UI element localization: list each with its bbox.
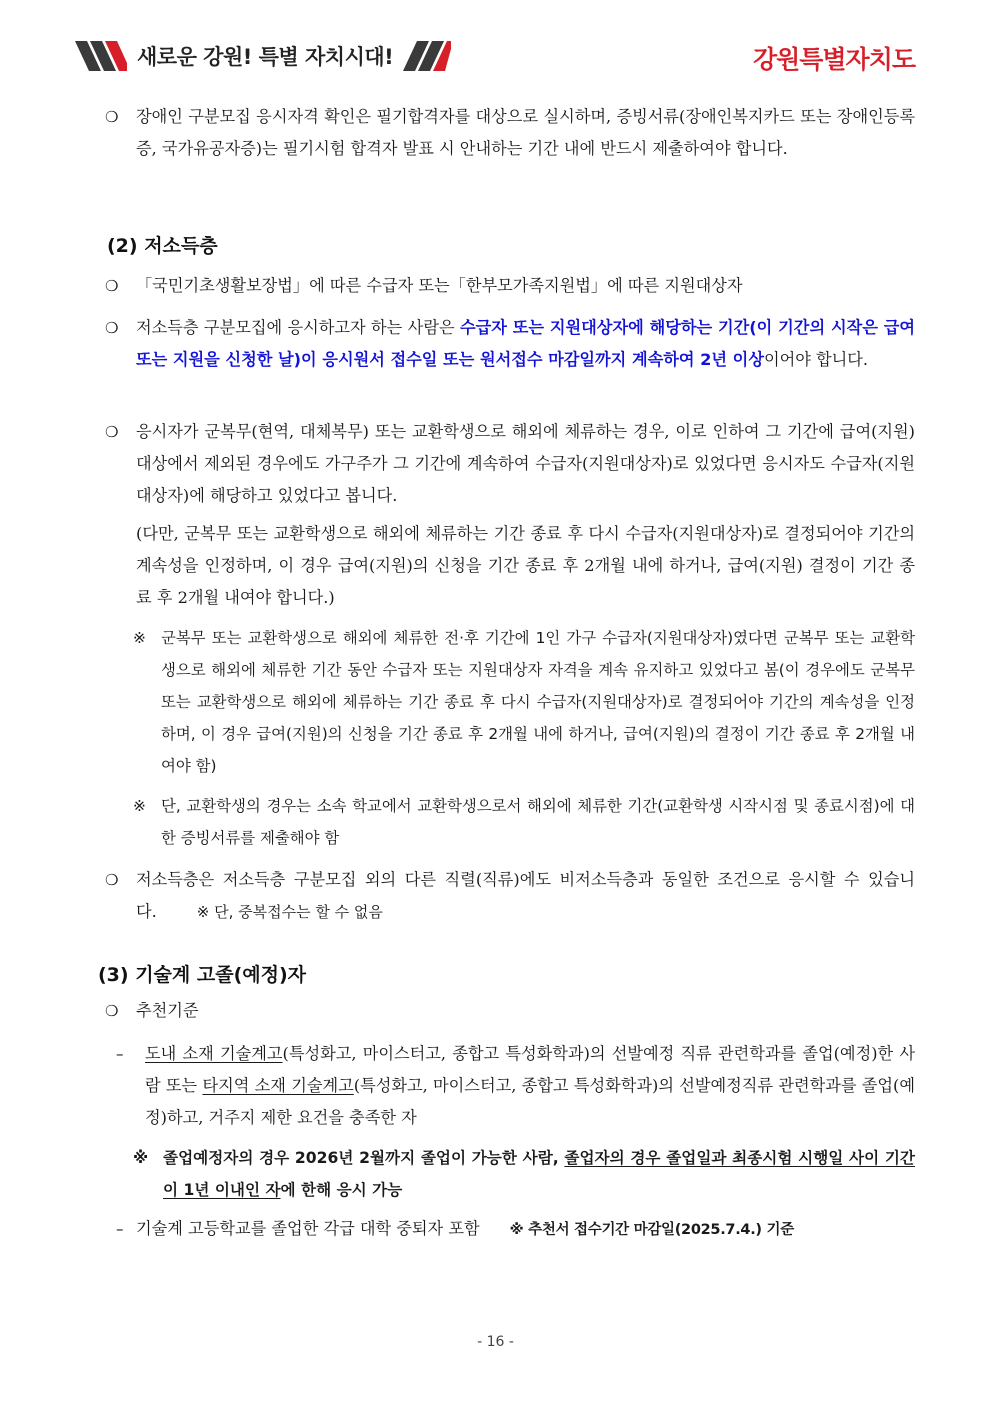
- header-brand: 강원특별자치도: [752, 45, 915, 74]
- note-mark-icon: ※: [133, 629, 146, 647]
- section-2-item-3-paren: [105, 518, 915, 614]
- section-2-note-1: [133, 622, 915, 782]
- section-3-title: (3) 기술계 고졸(예정)자: [98, 964, 307, 986]
- bold-note-c: 에 한해 응시 가능: [280, 1181, 403, 1199]
- dash-2-note: ※ 추천서 접수기간 마감일(2025.7.4.) 기준: [509, 1222, 794, 1238]
- item-3-paren-text: (다만, 군복무 또는 교환학생으로 해외에 체류하는 기간 종료 후 다시 수급자(지원대상자)로 결정되어야 기간의 계속성을 인정하며, 이 경우 급여(지원)의 신청을 기간 종료 후 2개월 내에 하거나, 급여(지원) 결정이 기간 종료 후 2개월 내여야 합니다.): [136, 524, 915, 607]
- dash-2-body: 기술계 고등학교를 졸업한 각급 대학 중퇴자 포함: [136, 1219, 480, 1238]
- item-4-note: ※ 단, 중복접수는 할 수 없음: [196, 903, 383, 921]
- circle-bullet-icon: ❍: [105, 277, 119, 295]
- circle-bullet-icon: ❍: [105, 108, 119, 126]
- item-2-text: [136, 312, 915, 376]
- item-2-post: 이어야 합니다.: [763, 350, 869, 369]
- section-3-sub: [105, 995, 915, 1027]
- dash-1-text-1: (특성화고, 마이스터고, 종합고 특성화학과)의 선발예정 직류 관련학과를 졸업(예정)한 사람 또는: [145, 1044, 916, 1095]
- section-3-bold-note: [133, 1142, 915, 1206]
- header-slogan: 새로운 강원! 특별 자치시대!: [137, 45, 394, 69]
- note-1-text: 군복무 또는 교환학생으로 해외에 체류한 전·후 기간에 1인 가구 수급자(지원대상자)였다면 군복무 또는 교환학생으로 해외에 체류한 기간 동안 수급자 또는 지원대상자 자격을 계속 유지하고 있었다고 봄(이 경우에도 군복무 또는 교환학생으로 해외에 체류하는 기간 종료 후 다시 수급자(지원대상자)로 결정되어야 기간의 계속성을 인정하며, 이 경우 급여(지원)의 신청을 기간 종료 후 2개월 내에 하거나, 급여(지원)의 결정이 기간 종료 후 2개월 내여야 함): [161, 629, 915, 775]
- dash-1-underline-2: 타지역 소재 기술계고: [202, 1076, 354, 1095]
- dash-bullet-icon: –: [116, 1045, 124, 1063]
- bold-note-text: [163, 1142, 915, 1206]
- item-4-text: [136, 864, 915, 928]
- dash-1-text-2: (특성화고, 마이스터고, 종합고 특성화학과)의 선발예정직류 관련학과를 졸업(예정)하고, 거주지 제한 요건을 충족한 자: [145, 1076, 916, 1127]
- header-slogan-group: [75, 40, 451, 72]
- section-2-item-3: [105, 416, 915, 512]
- item-4-body: 저소득층은 저소득층 구분모집 외의 다른 직렬(직류)에도 비저소득층과 동일한 조건으로 응시할 수 있습니다.: [136, 870, 915, 921]
- item-2-pre: 저소득층 구분모집에 응시하고자 하는 사람은: [136, 318, 460, 337]
- circle-bullet-icon: ❍: [105, 423, 119, 441]
- dash-1-text: [145, 1038, 915, 1134]
- item-3-text: 응시자가 군복무(현역, 대체복무) 또는 교환학생으로 해외에 체류하는 경우, 이로 인하여 그 기간에 급여(지원) 대상에서 제외된 경우에도 가구주가 그 기간에 계속하여 수급자(지원대상자)로 있었다면 응시자도 수급자(지원대상자)에 해당하고 있었다고 봅니다.: [136, 422, 915, 505]
- section-2-item-2: [105, 312, 915, 376]
- bold-note-b: 졸업자의 경우 졸업일과 최종시험 시행일 사이 기간이 1년 이내인 자: [163, 1149, 915, 1199]
- section-3-dash-1: [116, 1038, 915, 1134]
- section-2-item-4: [105, 864, 915, 928]
- page-number: - 16 -: [477, 1334, 514, 1350]
- intro-item: [105, 101, 915, 165]
- note-mark-icon: ※: [133, 797, 146, 815]
- section-2-note-2: [133, 790, 915, 854]
- section-2-title: (2) 저소득층: [107, 235, 218, 257]
- dash-2-text: [136, 1213, 915, 1246]
- dash-bullet-icon: –: [116, 1220, 124, 1238]
- note-2-text: 단, 교환학생의 경우는 소속 학교에서 교환학생으로서 해외에 체류한 기간(교환학생 시작시점 및 종료시점)에 대한 증빙서류를 제출해야 함: [161, 797, 915, 847]
- dash-1-underline-1: 도내 소재 기술계고: [145, 1044, 283, 1063]
- stripe-logo-left-icon: [75, 41, 127, 71]
- item-2-highlight: 수급자 또는 지원대상자에 해당하는 기간(이 기간의 시작은 급여 또는 지원을 신청한 날)이 응시원서 접수일 또는 원서접수 마감일까지 계속하여 2년 이상: [136, 318, 915, 369]
- section-2-item-1: [105, 270, 915, 302]
- note-mark-icon: ※: [133, 1149, 149, 1167]
- intro-text: 장애인 구분모집 응시자격 확인은 필기합격자를 대상으로 실시하며, 증빙서류(장애인복지카드 또는 장애인등록증, 국가유공자증)는 필기시험 합격자 발표 시 안내하는 기간 내에 반드시 제출하여야 합니다.: [136, 107, 915, 158]
- section-3-dash-2: [116, 1213, 915, 1246]
- bold-note-a: 졸업예정자의 경우 2026년 2월까지 졸업이 가능한 사람,: [163, 1149, 565, 1167]
- sub-text: 추천기준: [136, 1001, 199, 1020]
- item-1-text: 「국민기초생활보장법」에 따른 수급자 또는「한부모가족지원법」에 따른 지원대상자: [136, 276, 743, 295]
- circle-bullet-icon: ❍: [105, 871, 119, 889]
- circle-bullet-icon: ❍: [105, 319, 119, 337]
- stripe-logo-right-icon: [403, 41, 451, 71]
- circle-bullet-icon: ❍: [105, 1002, 119, 1020]
